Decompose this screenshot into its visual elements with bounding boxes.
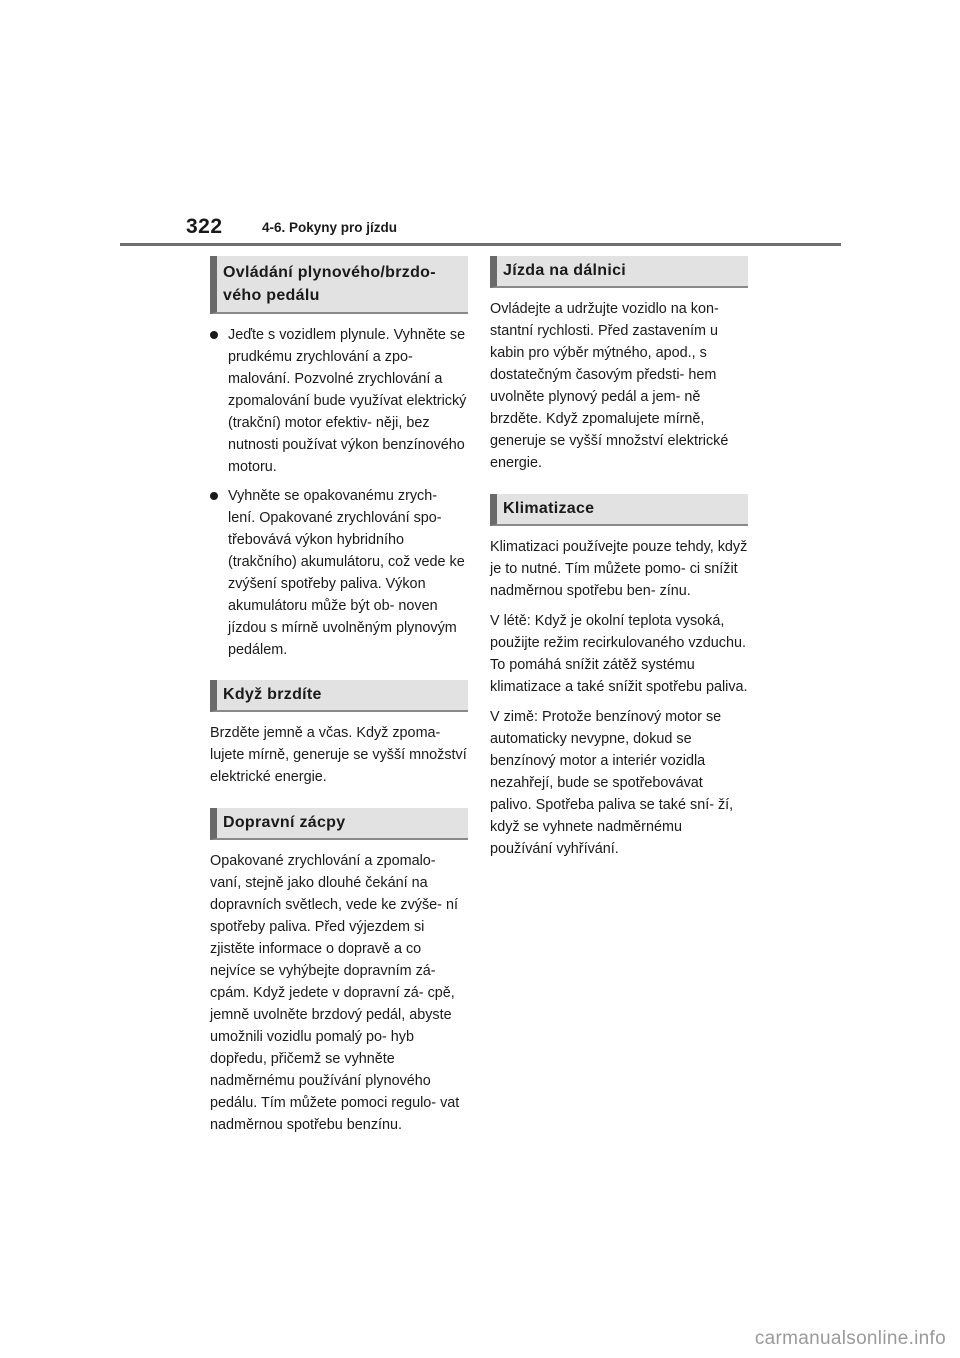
page-number: 322 — [186, 215, 223, 238]
heading-pedal-line1: Ovládání plynového/brzdo- — [223, 264, 436, 281]
bullet-dot-icon — [210, 331, 218, 339]
left-column — [210, 256, 468, 1144]
heading-air-conditioning: Klimatizace — [490, 494, 748, 526]
paragraph-braking: Brzděte jemně a včas. Když zpoma- lujete mírně, generuje se vyšší množství elektrické energie. — [210, 725, 467, 785]
right-column — [490, 256, 748, 868]
bullet-item — [210, 324, 468, 478]
paragraph-ac-winter: V zimě: Protože benzínový motor se automaticky nevypne, dokud se benzínový motor a interiér vozidla nezahřejí, bude se spotřebovávat palivo. Spotřeba paliva se také sní- ží, když se vyhnete nadměrnému používání vyhřívání. — [490, 709, 734, 857]
heading-traffic-jams: Dopravní zácpy — [210, 808, 468, 840]
bullet-text: Vyhněte se opakovanému zrych- lení. Opakované zrychlování spo- třebovává výkon hybridního (trakčního) akumulátoru, což vede ke zvýšení spotřeby paliva. Výkon akumulátoru může být ob- noven jízdou s mírně uvolněným plynovým pedálem. — [228, 488, 465, 658]
paragraph-ac-usage: Klimatizaci používejte pouze tehdy, když je to nutné. Tím můžete pomo- ci snížit nadměrnou spotřebu ben- zínu. — [490, 539, 748, 599]
paragraph-highway: Ovládejte a udržujte vozidlo na kon- stantní rychlosti. Před zastavením u kabin pro výběr mýtného, apod., s dostatečným časovým předsti- hem uvolněte plynový pedál a jem- ně brzděte. Když zpomalujete mírně, generuje se vyšší množství elektrické energie. — [490, 301, 729, 471]
bullet-text: Jeďte s vozidlem plynule. Vyhněte se prudkému zrychlování a zpo- malování. Pozvolné zrychlování a zpomalování bude využívat elektrický (trakční) motor efektiv- něji, bez nutnosti používat výkon benzínového motoru. — [228, 327, 467, 475]
paragraph-ac-summer: V létě: Když je okolní teplota vysoká, použijte režim recirkulovaného vzduchu. To pomáhá snížit zátěž systému klimatizace a také snížit spotřebu paliva. — [490, 613, 748, 695]
paragraph-traffic-jams: Opakované zrychlování a zpomalo- vaní, stejně jako dlouhé čekání na dopravních světlech, vede ke zvýše- ní spotřeby paliva. Před výjezdem si zjistěte informace o dopravě a co nejvíce se vyhýbejte dopravním zá- cpám. Když jedete v dopravní zá- cpě, jemně uvolněte brzdový pedál, abyste umožnili vozidlu pomalý po- hyb dopředu, přičemž se vyhněte nadměrnému používání plynového pedálu. Tím můžete pomoci regulo- vat nadměrnou spotřebu benzínu. — [210, 853, 460, 1133]
section-title: 4-6. Pokyny pro jízdu — [262, 220, 398, 235]
header-divider — [120, 243, 841, 246]
heading-highway: Jízda na dálnici — [490, 256, 748, 288]
watermark: carmanualsonline.info — [754, 1328, 946, 1349]
heading-braking: Když brzdíte — [210, 680, 468, 712]
heading-pedal-line2: vého pedálu — [223, 287, 320, 304]
bullet-item — [210, 485, 468, 661]
heading-pedal-control — [210, 256, 468, 314]
bullet-dot-icon — [210, 492, 218, 500]
